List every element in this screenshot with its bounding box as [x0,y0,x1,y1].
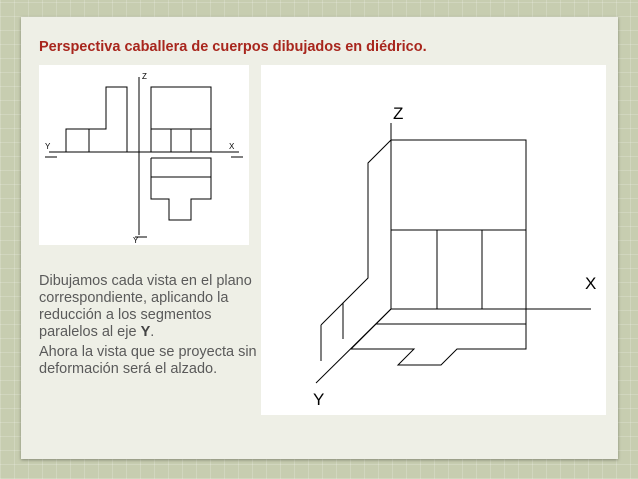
perspective-drawing [261,65,606,415]
slide-title: Perspectiva caballera de cuerpos dibujados en diédrico. [39,39,427,55]
diedrico-label-x: X [229,142,235,151]
description-paragraph-1 [39,273,264,341]
perspective-label-x: X [585,274,597,293]
description-p1-text: Dibujamos cada vista en el plano correspondiente, aplicando la reducción a los segmentos paralelos al eje [39,273,252,340]
perspective-label-y: Y [313,390,325,409]
diedrico-planta-view [151,158,211,220]
diedrico-alzado-view [151,87,211,152]
description-paragraph-2: Ahora la vista que se proyecta sin deformación será el alzado. [39,344,257,377]
perspective-panel [261,65,606,415]
perspective-alzado [391,140,526,309]
diedrico-label-z: Z [142,72,147,81]
perspective-planta-outline [351,324,526,365]
diedrico-label-y-left: Y [45,142,51,151]
diedrico-drawing [39,65,249,245]
description [39,273,264,381]
perspective-perfil-step [321,303,343,325]
perspective-perfil-outline [343,140,391,339]
perspective-label-z: Z [393,104,404,123]
slide [21,17,618,459]
description-p1-end: . [150,324,155,340]
diedrico-panel [39,65,249,245]
description-p1-axis: Y [140,324,151,340]
diedrico-perfil-view [66,87,127,152]
diedrico-label-y-bottom: Y [133,236,139,245]
perspective-planta-inner [376,309,526,324]
